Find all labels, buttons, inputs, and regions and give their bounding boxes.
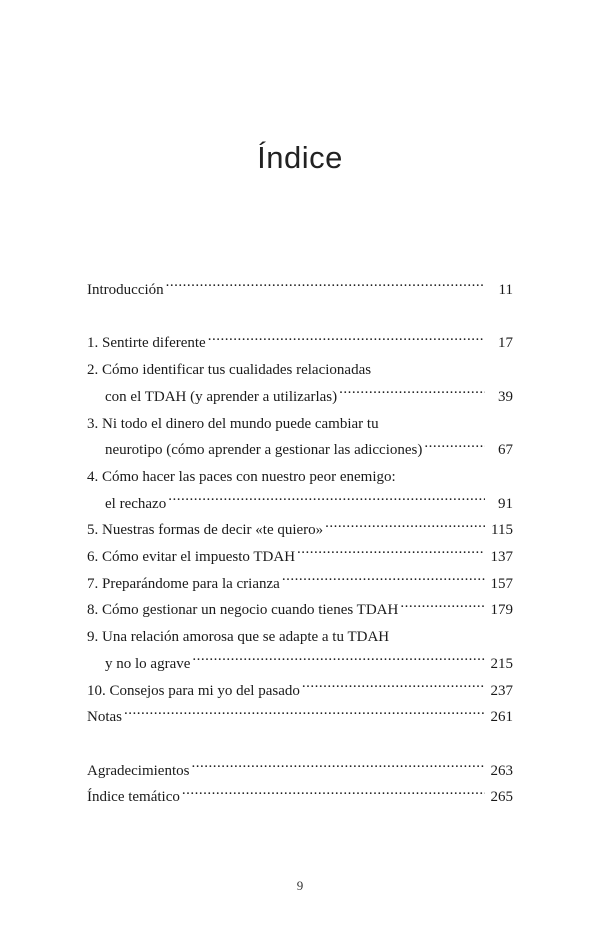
toc-entry-label: Notas xyxy=(87,709,122,726)
toc-entry-chapter-9 xyxy=(87,651,513,678)
toc-entry-label: 6. Cómo evitar el impuesto TDAH xyxy=(87,549,296,566)
toc-entry-page: 237 xyxy=(490,682,513,699)
leader-dots xyxy=(302,680,485,695)
leader-dots xyxy=(168,493,485,508)
leader-dots xyxy=(339,386,485,401)
toc-entry-page: 39 xyxy=(498,388,513,405)
toc-entry-page: 179 xyxy=(490,602,513,619)
toc-entry-chapter-2-line-1: 2. Cómo identificar tus cualidades relacionadas xyxy=(87,362,372,379)
toc-entry-label: 5. Nuestras formas de decir «te quiero» xyxy=(87,522,324,539)
leader-dots xyxy=(424,439,485,454)
toc-entry-page: 265 xyxy=(490,789,513,806)
toc-entry-chapter-7 xyxy=(87,571,513,598)
toc-entry-chapter-4 xyxy=(87,491,513,518)
leader-dots xyxy=(325,519,485,534)
toc-entry-page: 215 xyxy=(490,655,513,672)
toc-entry-label: con el TDAH (y aprender a utilizarlas) xyxy=(105,388,338,405)
toc-entry-chapter-3-line-1: 3. Ni todo el dinero del mundo puede cambiar tu xyxy=(87,415,379,432)
toc-entry-label: 8. Cómo gestionar un negocio cuando tienes TDAH xyxy=(87,602,399,619)
toc-entry-label: y no lo agrave xyxy=(105,655,191,672)
toc-entry-chapter-6 xyxy=(87,544,513,571)
table-of-contents xyxy=(87,277,513,811)
toc-entry-label: neurotipo (cómo aprender a gestionar las adicciones) xyxy=(105,442,423,459)
toc-entry-page: 263 xyxy=(490,762,513,779)
toc-entry-introduccion xyxy=(87,277,513,304)
toc-entry-label: 1. Sentirte diferente xyxy=(87,335,206,352)
leader-dots xyxy=(282,573,485,588)
toc-entry-chapter-10 xyxy=(87,678,513,705)
leader-dots xyxy=(208,332,485,347)
toc-entry-notas xyxy=(87,704,513,731)
toc-entry-chapter-9-line-1: 9. Una relación amorosa que se adapte a tu TDAH xyxy=(87,629,390,646)
toc-entry-label: Índice temático xyxy=(87,789,180,806)
toc-entry-chapter-1 xyxy=(87,330,513,357)
toc-entry-chapter-4-line-1: 4. Cómo hacer las paces con nuestro peor enemigo: xyxy=(87,468,396,485)
toc-entry-label: 7. Preparándome para la crianza xyxy=(87,575,280,592)
page-number: 9 xyxy=(296,878,304,893)
toc-entry-label: el rechazo xyxy=(105,495,167,512)
toc-entry-page: 91 xyxy=(498,495,513,512)
leader-dots xyxy=(166,279,485,294)
toc-entry-page: 157 xyxy=(490,575,513,592)
toc-entry-page: 137 xyxy=(490,549,513,566)
toc-entry-chapter-8 xyxy=(87,597,513,624)
toc-entry-page: 67 xyxy=(498,442,513,459)
leader-dots xyxy=(192,653,485,668)
leader-dots xyxy=(182,786,485,801)
leader-dots xyxy=(297,546,485,561)
leader-dots xyxy=(400,599,485,614)
toc-entry-page: 17 xyxy=(498,335,513,352)
toc-entry-page: 115 xyxy=(491,522,513,539)
toc-entry-label: 10. Consejos para mi yo del pasado xyxy=(87,682,300,699)
toc-entry-chapter-5 xyxy=(87,517,513,544)
page-title: Índice xyxy=(257,140,343,175)
toc-entry-label: Introducción xyxy=(87,282,164,298)
toc-entry-page: 11 xyxy=(498,282,513,298)
toc-entry-label: Agradecimientos xyxy=(87,762,190,779)
toc-entry-indice-tematico xyxy=(87,784,513,811)
toc-entry-agradecimientos xyxy=(87,758,513,785)
toc-entry-chapter-3 xyxy=(87,437,513,464)
leader-dots xyxy=(191,760,485,775)
toc-entry-chapter-2 xyxy=(87,384,513,411)
toc-entry-page: 261 xyxy=(490,709,513,726)
leader-dots xyxy=(124,706,485,721)
